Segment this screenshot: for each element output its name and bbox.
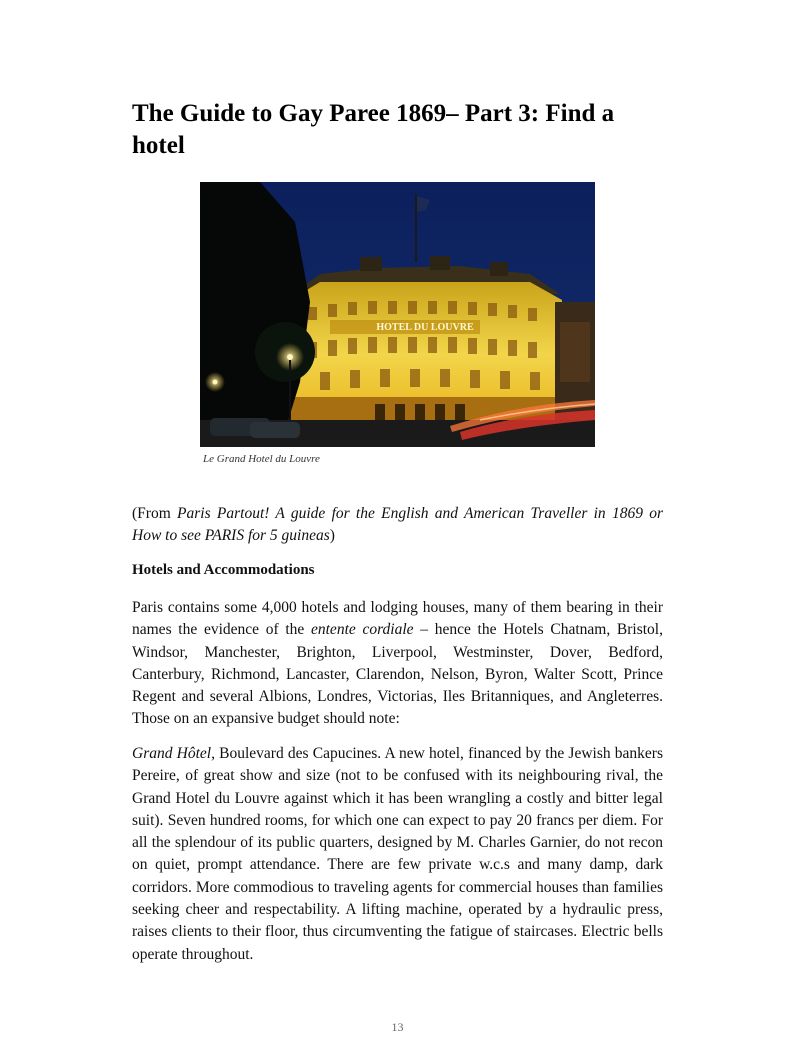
paragraph1-text-b: – hence the Hotels Chatnam, Bristol, Windsor, Manchester, Brighton, Liverpool, Westminster, Dover, Bedford, Canterbury, Richmond, Lancaster, Clarendon, Nelson, Byron, Walter Scott, Prince Regent and several Albions, Londres, Victorias, Iles Britanniques, and Angleterres. Those on an expansive budget should note: <box>132 621 663 728</box>
source-prefix: (From <box>132 505 178 522</box>
paragraph-grand-hotel <box>132 743 663 966</box>
paragraph2-italic: Grand Hôtel, <box>132 745 215 762</box>
source-note <box>132 503 663 547</box>
section-heading: Hotels and Accommodations <box>132 562 315 578</box>
hotel-du-louvre-night-illustration <box>200 182 595 447</box>
page-number: 13 <box>391 1020 404 1034</box>
paragraph-hotels-overview <box>132 597 663 731</box>
hotel-photo <box>200 182 595 447</box>
source-suffix: ) <box>329 527 335 544</box>
paragraph2-text: Boulevard des Capucines. A new hotel, financed by the Jewish bankers Pereire, of great show and size (not to be confused with its neighbouring rival, the Grand Hotel du Louvre against which it has been wrangling a costly and bitter legal suit). Seven hundred rooms, for which one can expect to pay 20 francs per diem. For all the splendour of its public quarters, designed by M. Charles Garnier, do not recon on quiet, prompt attendance. There are few private w.c.s and many damp, dark corridors. More commodious to traveling agents for commercial houses than families seeking cheer and respectability. A lifting machine, operated by a hydraulic press, raises clients to their floor, thus circumventing the fatigue of staircases. Electric bells operate throughout. <box>132 745 663 963</box>
page-title: The Guide to Gay Paree 1869– Part 3: Find a hotel <box>132 100 615 159</box>
photo-caption: Le Grand Hotel du Louvre <box>203 453 320 465</box>
hotel-sign: HOTEL DU LOUVRE <box>376 322 474 333</box>
source-title: Paris Partout! A guide for the English and American Traveller in 1869 or How to see PARIS for 5 guineas <box>132 505 664 544</box>
paragraph1-text-a: Paris contains some 4,000 hotels and lodging houses, many of them bearing in their names the evidence of the <box>132 599 663 639</box>
paragraph1-italic: entente cordiale <box>311 621 414 639</box>
